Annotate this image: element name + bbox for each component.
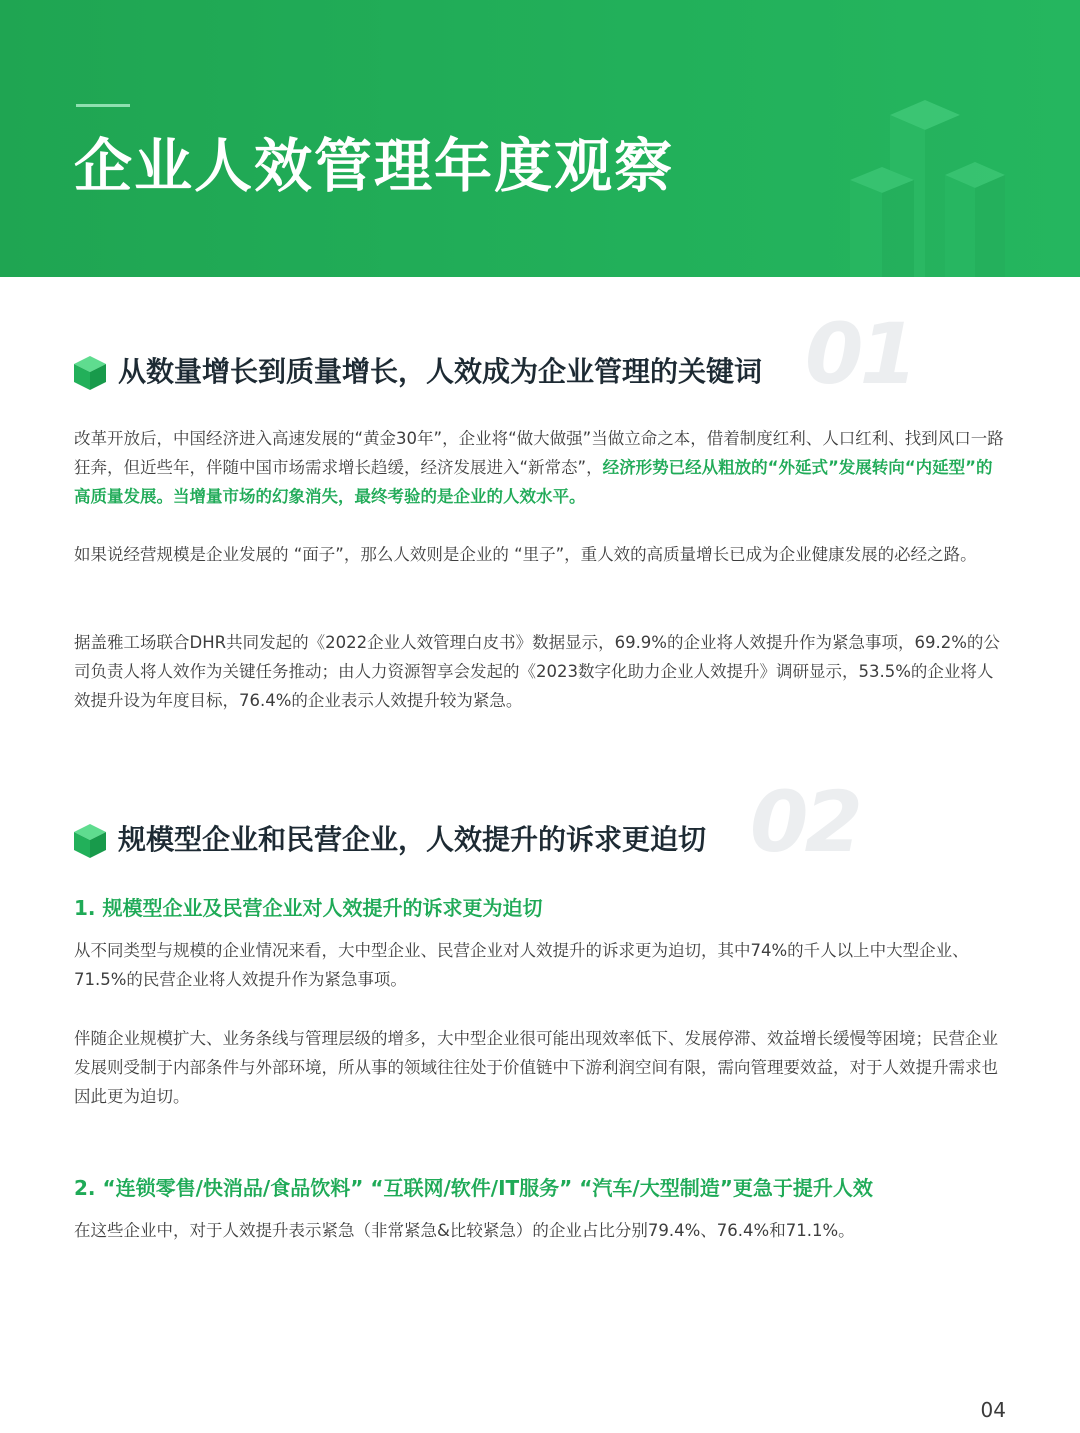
paragraph-text: 改革开放后，中国经济进入高速发展的“黄金30年”，企业将“做大做强”当做立命之本，借着制度红利、人口红利、找到风口一路狂奔，但近些年，伴随中国市场需求增长趋缓，经济发展进入“新常态”， [74, 429, 1004, 477]
page-number: 04 [980, 1398, 1006, 1422]
section-heading [74, 810, 974, 870]
paragraph: 从不同类型与规模的企业情况来看，大中型企业、民营企业对人效提升的诉求更为迫切，其中74%的千人以上中大型企业、71.5%的民营企业将人效提升作为紧急事项。 [74, 941, 969, 989]
section-title: 从数量增长到质量增长，人效成为企业管理的关键词 [118, 355, 763, 388]
section-heading [74, 342, 974, 402]
subsection-title: 2. “连锁零售/快消品/食品饮料” “互联网/软件/IT服务” “汽车/大型制造”更急于提升人效 [74, 1176, 873, 1200]
title-accent-line [76, 104, 130, 107]
paragraph: 如果说经营规模是企业发展的 “面子”，那么人效则是企业的 “里子”，重人效的高质量增长已成为企业健康发展的必经之路。 [74, 545, 977, 564]
section-number-watermark: 01 [805, 305, 914, 403]
green-cube-icon [74, 824, 106, 858]
header-banner [0, 0, 1080, 277]
section-title: 规模型企业和民营企业，人效提升的诉求更迫切 [118, 823, 707, 856]
paragraph: 伴随企业规模扩大、业务条线与管理层级的增多，大中型企业很可能出现效率低下、发展停滞、效益增长缓慢等困境；民营企业发展则受制于内部条件与外部环境，所从事的领域往往处于价值链中下游利润空间有限，需向管理要效益，对于人效提升需求也因此更为迫切。 [74, 1029, 998, 1106]
paragraph: 在这些企业中，对于人效提升表示紧急（非常紧急&比较紧急）的企业占比分别79.4%、76.4%和71.1%。 [74, 1221, 855, 1240]
green-cube-icon [74, 356, 106, 390]
paragraph [74, 424, 1008, 511]
page-title: 企业人效管理年度观察 [74, 132, 675, 200]
subsection-title: 1. 规模型企业及民营企业对人效提升的诉求更为迫切 [74, 896, 543, 920]
building-blocks-decoration [850, 95, 1020, 277]
section-number-watermark: 02 [750, 773, 859, 871]
paragraph: 据盖雅工场联合DHR共同发起的《2022企业人效管理白皮书》数据显示，69.9%的企业将人效提升作为紧急事项，69.2%的公司负责人将人效作为关键任务推动；由人力资源智享会发起的《2023数字化助力企业人效提升》调研显示，53.5%的企业将人效提升设为年度目标，76.4%的企业表示人效提升较为紧急。 [74, 633, 1000, 710]
highlighted-text: 经济形势已经从粗放的“外延式”发展转向“内延型”的高质量发展。当增量市场的幻象消失，最终考验的是企业的人效水平。 [74, 458, 993, 506]
